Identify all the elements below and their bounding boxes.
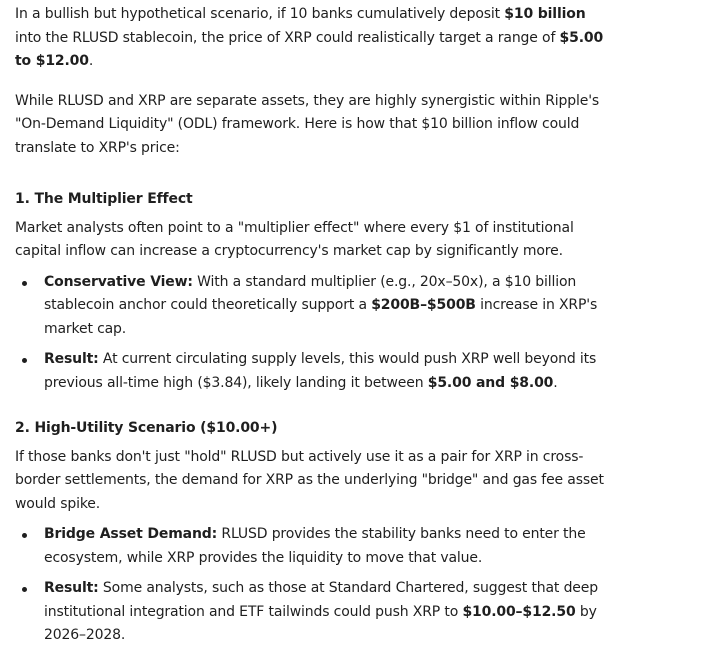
intro-bold-amount: $10 billion [504, 6, 586, 22]
response-document [15, 0, 609, 648]
bullet-text: With a standard multiplier (e.g., 20x–50x), a $10 billion stablecoin anchor could theoretically support a [44, 273, 577, 313]
section-2-body: If those banks don't just "hold" RLUSD but actively use it as a pair for XRP in cross-border settlements, the demand for XRP as the underlying "bridge" and gas fee asset would spike. [15, 448, 604, 512]
bullet-label: Result: [44, 580, 99, 596]
section-1-body: Market analysts often point to a "multiplier effect" where every $1 of institutional capital inflow can increase a cryptocurrency's market cap by significantly more. [15, 219, 574, 259]
intro-bold-range: $5.00 to $12.00 [15, 29, 604, 69]
list-item [15, 348, 609, 395]
bullet-dot-icon [22, 587, 27, 592]
list-item [15, 577, 609, 648]
bullet-text-tail: increase in XRP's market cap. [44, 297, 598, 337]
section-2-heading: 2. High-Utility Scenario ($10.00+) [15, 420, 278, 436]
bullet-label: Result: [44, 351, 99, 367]
bullet-text-tail: by 2026–2028. [44, 603, 597, 643]
intro-text-1: In a bullish but hypothetical scenario, if 10 banks cumulatively deposit [15, 6, 505, 22]
bullet-dot-icon [22, 358, 27, 363]
context-paragraph: While RLUSD and XRP are separate assets, they are highly synergistic within Ripple's "On-Demand Liquidity" (ODL) framework. Here is how that $10 billion inflow could translate to XRP's price: [15, 92, 600, 156]
bullet-text-tail: . [553, 374, 558, 391]
bullet-dot-icon [22, 281, 27, 286]
intro-paragraph [15, 0, 609, 74]
list-item [15, 523, 609, 570]
bullet-bold-value: $200B–$500B [371, 297, 476, 313]
bullet-text: RLUSD provides the stability banks need to enter the ecosystem, while XRP provides the liquidity to move that value. [44, 526, 586, 566]
section-1-bullets [15, 271, 609, 396]
bullet-dot-icon [22, 533, 27, 538]
bullet-bold-value: $10.00–$12.50 [462, 603, 576, 620]
bullet-text: Some analysts, such as those at Standard Chartered, suggest that deep institutional integration and ETF tailwinds could push XRP to [44, 580, 598, 620]
intro-text-3: . [88, 53, 94, 69]
section-1-heading: 1. The Multiplier Effect [15, 191, 193, 207]
bullet-label: Conservative View: [44, 273, 193, 290]
bullet-bold-value: $5.00 and $8.00 [427, 374, 554, 391]
bullet-label: Bridge Asset Demand: [44, 526, 218, 542]
list-item [15, 271, 609, 342]
section-2-bullets [15, 523, 609, 648]
intro-text-2: into the RLUSD stablecoin, the price of XRP could realistically target a range of [15, 29, 560, 46]
bullet-text: At current circulating supply levels, this would push XRP well beyond its previous all-time high ($3.84), likely landing it between [44, 351, 597, 391]
